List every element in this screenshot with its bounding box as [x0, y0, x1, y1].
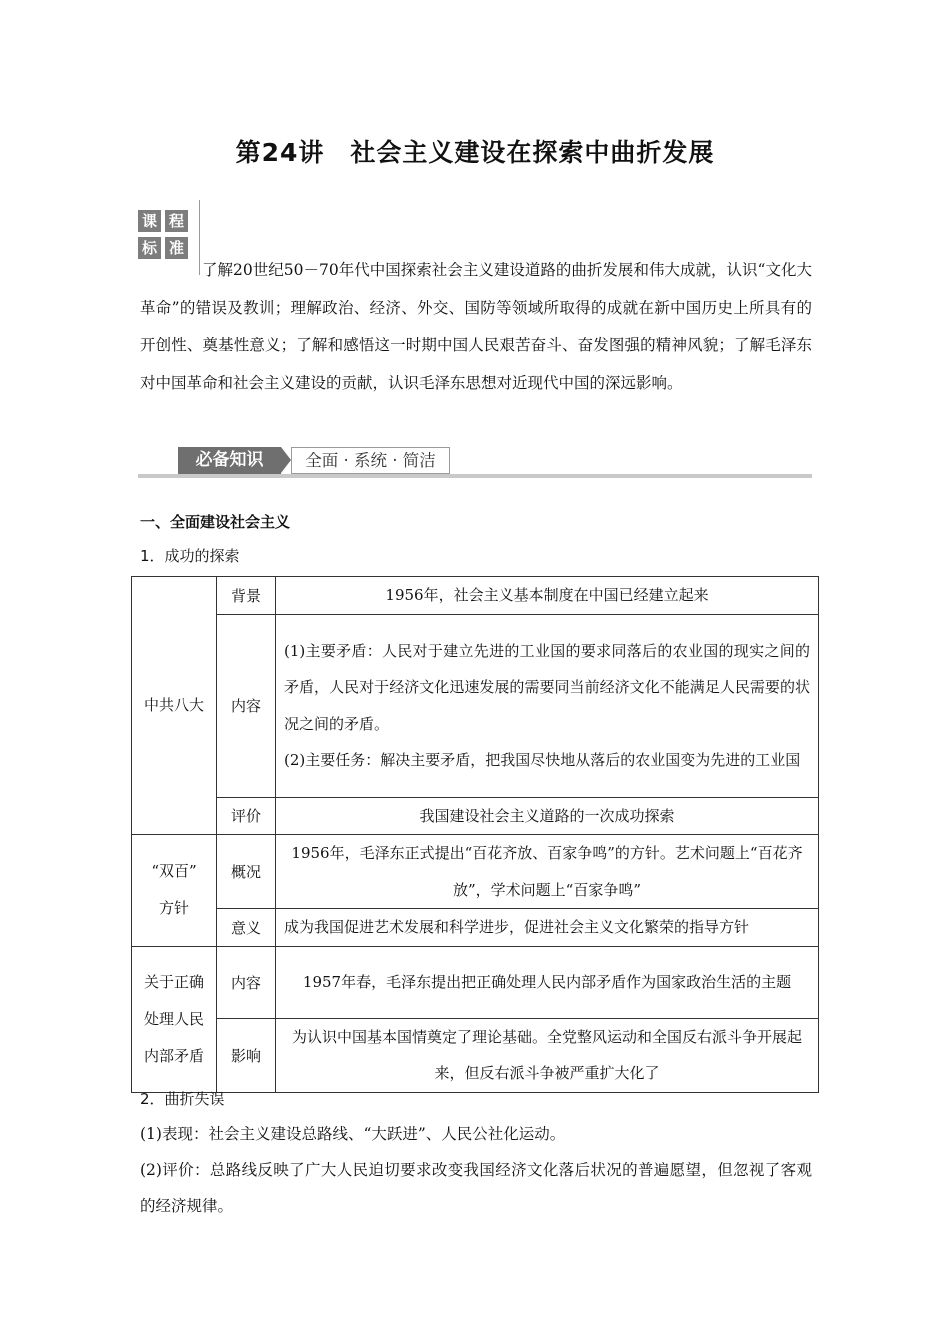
group-name-line: 方针 — [158, 899, 189, 918]
knowledge-table — [131, 576, 819, 1093]
group-name: 关于正确处理人民内部矛盾 — [132, 946, 217, 1092]
row-label: 影响 — [217, 1018, 276, 1092]
banner-rule — [138, 474, 812, 478]
banner-arrow — [281, 447, 291, 473]
row-content: 我国建设社会主义道路的一次成功探索 — [276, 797, 819, 835]
row-content: 1957年春，毛泽东提出把正确处理人民内部矛盾作为国家政治生活的主题 — [276, 946, 819, 1018]
row-content: 1956年，社会主义基本制度在中国已经建立起来 — [276, 577, 819, 615]
row-content: 为认识中国基本国情奠定了理论基础。全党整风运动和全国反右派斗争开展起来，但反右派斗争被严重扩大化了 — [276, 1018, 819, 1092]
row-label: 评价 — [217, 797, 276, 835]
row-label: 意义 — [217, 909, 276, 947]
curriculum-standard-text: 了解20世纪50－70年代中国探索社会主义建设道路的曲折发展和伟大成就，认识“文化大革命”的错误及教训；理解政治、经济、外交、国防等领域所取得的成就在新中国历史上所具有的开创性、奠基性意义；了解和感悟这一时期中国人民艰苦奋斗、奋发图强的精神风貌；了解毛泽东对中国革命和社会主义建设的贡献，认识毛泽东思想对近现代中国的深远影响。 — [140, 261, 812, 392]
row-label: 内容 — [217, 946, 276, 1018]
banner-label: 必备知识 — [178, 447, 281, 474]
badge-char: 课 — [138, 210, 161, 232]
badge-char: 程 — [165, 210, 188, 232]
paragraph: (1)表现：社会主义建设总路线、“大跃进”、人民公社化运动。 — [140, 1125, 566, 1143]
row-content: 1956年，毛泽东正式提出“百花齐放、百家争鸣”的方针。艺术问题上“百花齐放”，学术问题上“百家争鸣” — [276, 835, 819, 909]
row-label: 背景 — [217, 577, 276, 615]
paragraph: (2)评价：总路线反映了广大人民迫切要求改变我国经济文化落后状况的普遍愿望，但忽视了客观的经济规律。 — [140, 1161, 812, 1215]
badge-char: 准 — [165, 237, 188, 259]
row-content: 成为我国促进艺术发展和科学进步，促进社会主义文化繁荣的指导方针 — [276, 909, 819, 947]
row-label: 内容 — [217, 614, 276, 797]
group-name-line: “双百” — [151, 862, 197, 881]
subsection-heading: 2．曲折失误 — [140, 1090, 225, 1108]
row-content-part: (2)主要任务：解决主要矛盾，把我国尽快地从落后的农业国变为先进的工业国 — [284, 751, 801, 769]
row-content-part: (1)主要矛盾：人民对于建立先进的工业国的要求同落后的农业国的现实之间的矛盾，人民对于经济文化迅速发展的需要同当前经济文化不能满足人民需要的状况之间的矛盾。 — [284, 641, 810, 733]
page-title: 第24讲 社会主义建设在探索中曲折发展 — [235, 138, 715, 167]
banner-subtitle: 全面 · 系统 · 简洁 — [291, 447, 450, 474]
section-banner — [138, 447, 812, 479]
subsection-heading: 1．成功的探索 — [140, 547, 240, 565]
section-heading: 一、全面建设社会主义 — [140, 513, 291, 531]
row-label: 概况 — [217, 835, 276, 909]
row-content — [276, 614, 819, 797]
group-name: 中共八大 — [132, 577, 217, 835]
badge-char: 标 — [138, 237, 161, 259]
group-name — [132, 835, 217, 947]
